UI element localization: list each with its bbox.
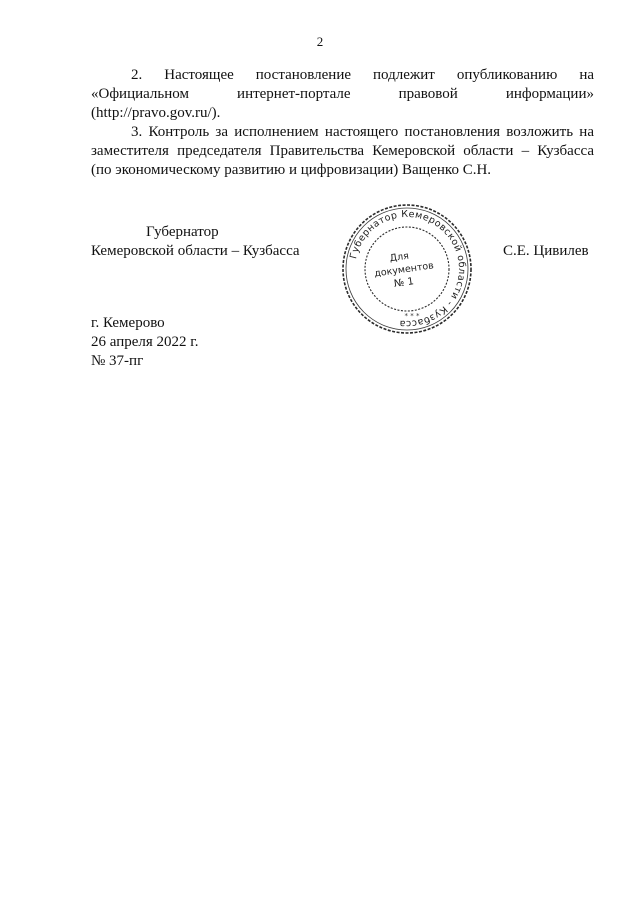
paragraph-line: (http://pravo.gov.ru/).: [91, 105, 221, 121]
paragraph-line: заместителя председателя Правительства Кемеровской области – Кузбасса: [91, 143, 594, 159]
document-footer: [91, 314, 199, 371]
footer-number: № 37-пг: [91, 353, 144, 369]
official-seal-stamp: [340, 202, 474, 336]
page-number: 2: [316, 34, 324, 49]
paragraph-line: 3. Контроль за исполнением настоящего постановления возложить на: [131, 124, 594, 140]
signatory-region: Кемеровской области – Кузбасса: [91, 243, 300, 259]
stamp-ring-text: Губернатор Кемеровской области - Кузбасса: [348, 208, 468, 330]
paragraph-line: (по экономическому развитию и цифровизации) Ващенко С.Н.: [91, 162, 492, 178]
footer-date: 26 апреля 2022 г.: [91, 334, 199, 350]
footer-city: г. Кемерово: [91, 315, 165, 331]
paragraph-publication: [91, 66, 594, 123]
signatory-title: Губернатор: [146, 224, 219, 240]
paragraph-line: 2. Настоящее постановление подлежит опубликованию на: [131, 67, 594, 83]
signatory-name: С.Е. Цивилев: [503, 243, 589, 259]
stamp-stars: * * *: [404, 312, 420, 320]
paragraph-line: «Официальном интернет-портале правовой информации»: [91, 86, 594, 102]
paragraph-control: [91, 123, 594, 180]
stamp-center-line-1: Для: [389, 250, 410, 265]
stamp-center-line-3: № 1: [393, 276, 415, 290]
document-body: [91, 66, 594, 180]
signature-block: [91, 223, 300, 261]
stamp-center-line-2: документов: [373, 260, 435, 280]
